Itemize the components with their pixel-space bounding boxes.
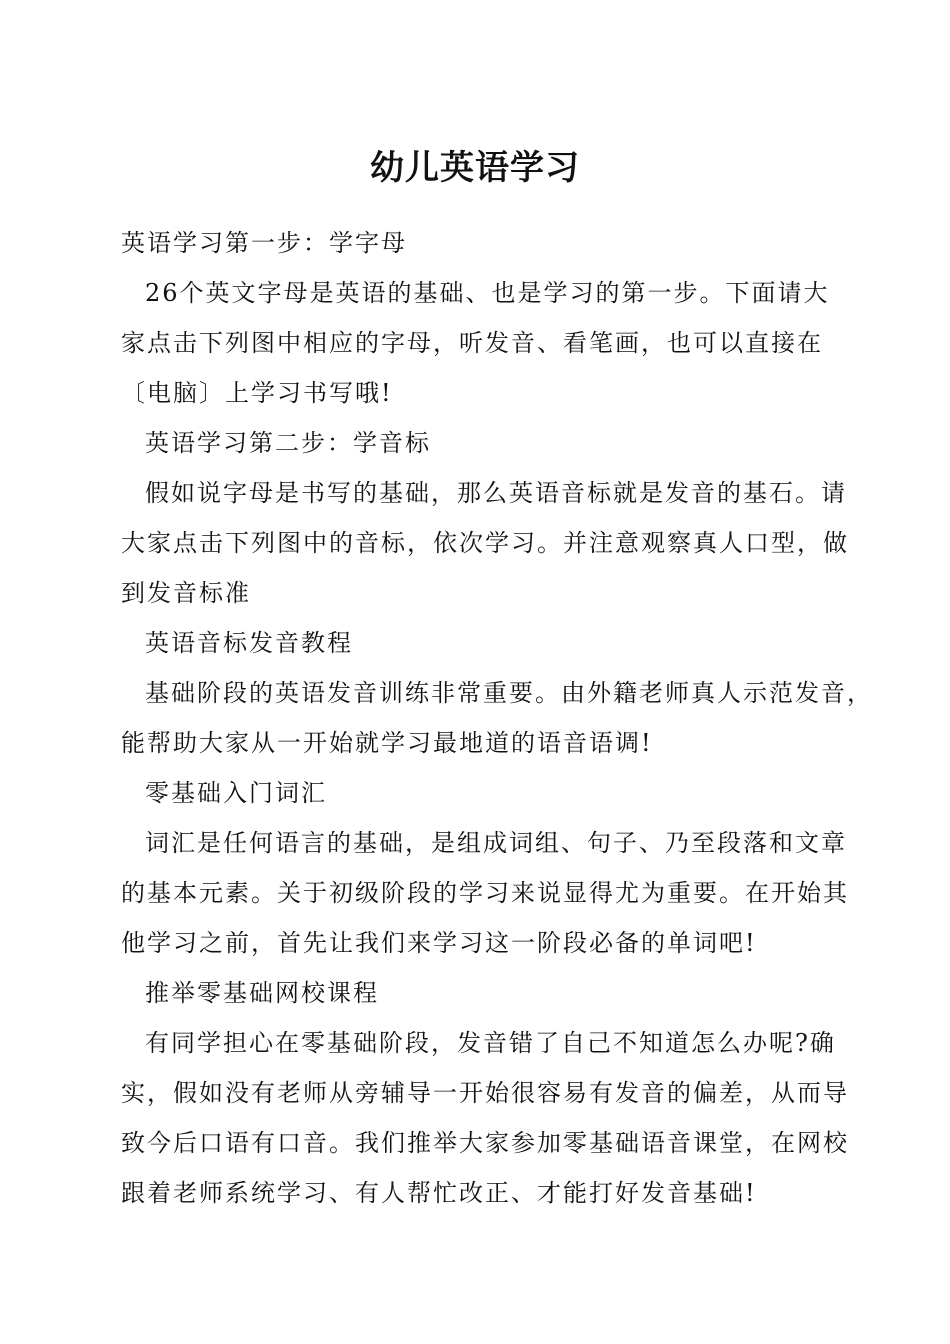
paragraph-line: 假如说字母是书写的基础，那么英语音标就是发音的基石。请 bbox=[145, 479, 847, 507]
paragraph-line: 的基本元素。关于初级阶段的学习来说显得尤为重要。在开始其 bbox=[121, 879, 849, 907]
paragraph-line: 实，假如没有老师从旁辅导一开始很容易有发音的偏差，从而导 bbox=[121, 1079, 849, 1107]
paragraph-line: 能帮助大家从一开始就学习最地道的语音语调! bbox=[121, 729, 653, 757]
paragraph-line: 跟着老师系统学习、有人帮忙改正、才能打好发音基础! bbox=[121, 1179, 757, 1207]
paragraph-line: 家点击下列图中相应的字母，听发音、看笔画，也可以直接在 bbox=[121, 329, 823, 357]
paragraph-line: 致今后口语有口音。我们推举大家参加零基础语音课堂，在网校 bbox=[121, 1129, 849, 1157]
paragraph-line: 大家点击下列图中的音标，依次学习。并注意观察真人口型，做 bbox=[121, 529, 849, 557]
section-heading-step2: 英语学习第二步：学音标 bbox=[145, 429, 431, 457]
section-heading-courses: 推举零基础网校课程 bbox=[145, 979, 379, 1007]
paragraph-line: 到发音标准 bbox=[121, 579, 251, 607]
paragraph-line: 基础阶段的英语发音训练非常重要。由外籍老师真人示范发音， bbox=[145, 679, 873, 707]
paragraph-line: 26个英文字母是英语的基础、也是学习的第一步。下面请大 bbox=[145, 279, 830, 307]
document-title: 幼儿英语学习 bbox=[370, 148, 580, 188]
document-body bbox=[121, 218, 873, 1218]
paragraph-line: 〔电脑〕上学习书写哦! bbox=[121, 379, 393, 407]
section-heading-step1: 英语学习第一步：学字母 bbox=[121, 229, 407, 257]
paragraph-line: 词汇是任何语言的基础，是组成词组、句子、乃至段落和文章 bbox=[145, 829, 847, 857]
section-heading-phonetics: 英语音标发音教程 bbox=[145, 629, 353, 657]
section-heading-vocabulary: 零基础入门词汇 bbox=[145, 779, 327, 807]
paragraph-line: 有同学担心在零基础阶段，发音错了自己不知道怎么办呢?确 bbox=[145, 1029, 836, 1057]
paragraph-line: 他学习之前，首先让我们来学习这一阶段必备的单词吧! bbox=[121, 929, 757, 957]
